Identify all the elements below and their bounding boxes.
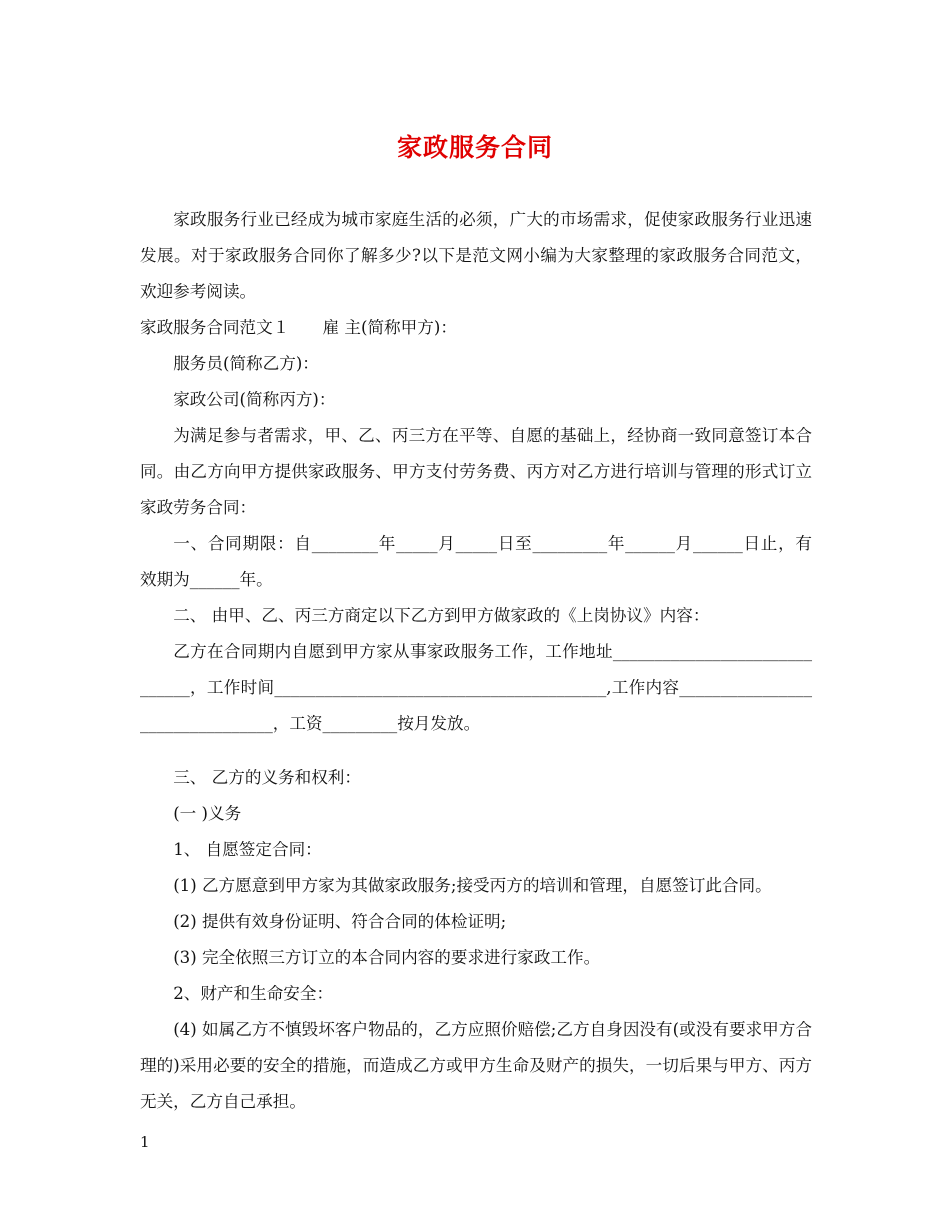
party-c-line: 家政公司(简称丙方)： <box>173 390 336 409</box>
page-number: 1 <box>140 1133 150 1151</box>
section-three-heading: 三、 乙方的义务和权利： <box>173 768 361 787</box>
term-clause: 一、合同期限：自________年_____月_____日至_________年______月______日止，有效期为______年。 <box>140 534 812 589</box>
item-2-sub-4: (4) 如属乙方不慎毁坏客户物品的，乙方应照价赔偿;乙方自身因没有(或没有要求甲方合理的)采用必要的安全的措施，而造成乙方或甲方生命及财产的损失，一切后果与甲方、丙方无关，乙方自己承担。 <box>140 1020 812 1111</box>
work-details-clause: 乙方在合同期内自愿到甲方家从事家政服务工作，工作地址______________________________，工作时间________________________________________,工作内容________________________________，工资_________按月发放。 <box>140 642 812 733</box>
item-2-heading: 2、财产和生命安全： <box>173 984 334 1003</box>
agreement-clause: 二、 由甲、乙、丙三方商定以下乙方到甲方做家政的《上岗协议》内容： <box>173 606 710 625</box>
party-b-line: 服务员(简称乙方)： <box>173 354 319 373</box>
item-1-heading: 1、 自愿签定合同： <box>173 840 322 859</box>
item-1-sub-3: (3) 完全依照三方订立的本合同内容的要求进行家政工作。 <box>173 948 601 967</box>
intro-paragraph: 家政服务行业已经成为城市家庭生活的必须，广大的市场需求，促使家政服务行业迅速发展。对于家政服务合同你了解多少?以下是范文网小编为大家整理的家政服务合同范文，欢迎参考阅读。 <box>140 210 812 301</box>
item-1-sub-1: (1) 乙方愿意到甲方家为其做家政服务;接受丙方的培训和管理，自愿签订此合同。 <box>173 876 772 895</box>
document-body <box>140 202 812 1120</box>
obligations-heading: (一 )义务 <box>173 804 242 823</box>
preamble-paragraph: 为满足参与者需求，甲、乙、丙三方在平等、自愿的基础上，经协商一致同意签订本合同。由乙方向甲方提供家政服务、甲方支付劳务费、丙方对乙方进行培训与管理的形式订立家政劳务合同： <box>140 426 812 517</box>
contract-heading-line: 家政服务合同范文１ 雇 主(简称甲方)： <box>140 318 457 337</box>
paragraph-gap <box>140 742 812 760</box>
item-1-sub-2: (2) 提供有效身份证明、符合合同的体检证明; <box>173 912 507 931</box>
document-title: 家政服务合同 <box>396 133 553 162</box>
